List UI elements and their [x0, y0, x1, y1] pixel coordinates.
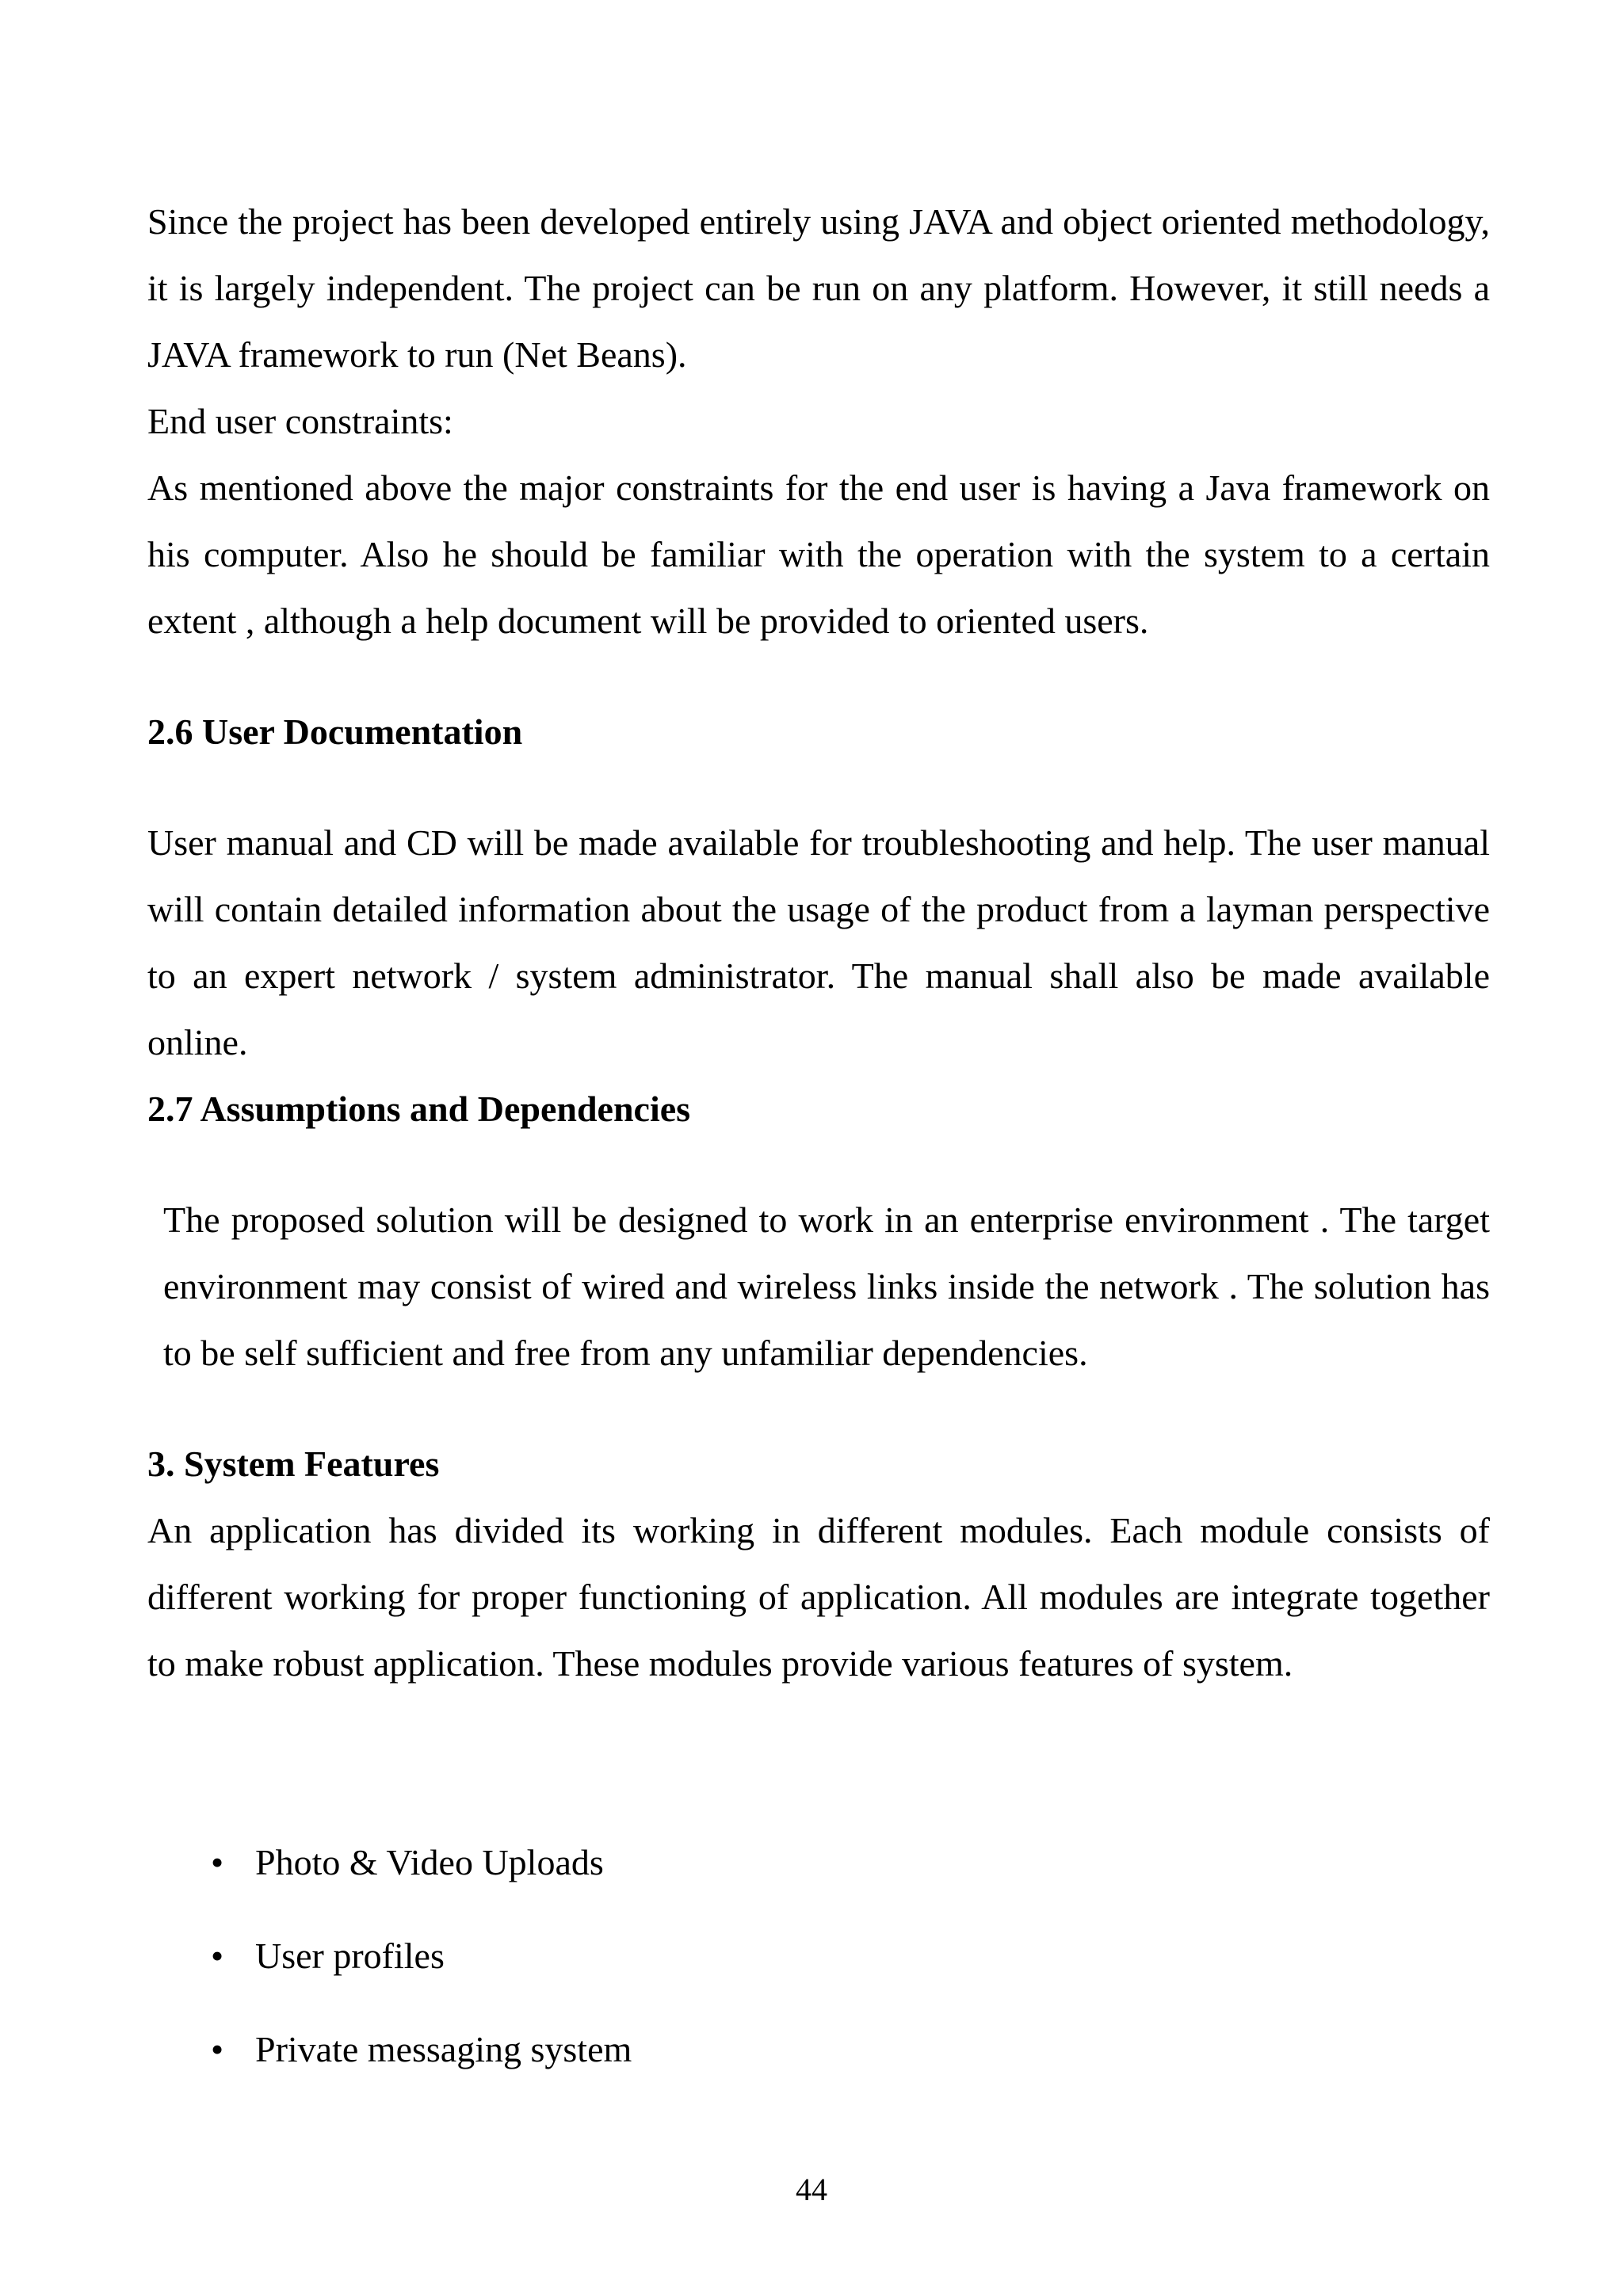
- spacer: [147, 1697, 1490, 1816]
- section-heading-user-documentation: 2.6 User Documentation: [147, 711, 523, 752]
- spacer: [147, 1142, 1490, 1187]
- page-number: 44: [796, 2172, 827, 2207]
- list-item: [147, 1816, 1490, 1909]
- feature-label: User profiles: [255, 1936, 445, 1976]
- bullet-icon: •: [211, 2029, 224, 2069]
- bullet-icon: •: [211, 1936, 224, 1976]
- assumptions-paragraph: The proposed solution will be designed to work in an enterprise environment . The target environment may consist of wired and wireless links inside the network . The solution has to be self sufficient and free from any unfamiliar dependencies.: [163, 1199, 1490, 1373]
- page-content: [147, 189, 1490, 2096]
- feature-label: Private messaging system: [255, 2029, 632, 2069]
- feature-label: Photo & Video Uploads: [255, 1842, 604, 1882]
- end-user-constraints-label: End user constraints:: [147, 401, 453, 441]
- spacer: [147, 765, 1490, 810]
- spacer: [147, 654, 1490, 699]
- section-heading-assumptions: 2.7 Assumptions and Dependencies: [147, 1089, 691, 1129]
- system-features-paragraph: An application has divided its working in different modules. Each module consists of different working for proper functioning of application. All modules are integrate together to make robust application. These modules provide various features of system.: [147, 1510, 1490, 1684]
- end-user-constraints-paragraph: As mentioned above the major constraints for the end user is having a Java framework on his computer. Also he should be familiar with the operation with the system to a certain extent , although a help document will be provided to oriented users.: [147, 467, 1490, 641]
- features-list: [147, 1816, 1490, 2096]
- section-heading-system-features: 3. System Features: [147, 1444, 440, 1484]
- spacer: [147, 1386, 1490, 1431]
- intro-paragraph: Since the project has been developed entirely using JAVA and object oriented methodology, it is largely independent. The project can be run on any platform. However, it still needs a JAVA framework to run (Net Beans).: [147, 201, 1490, 375]
- list-item: [147, 1909, 1490, 2003]
- list-item: [147, 2003, 1490, 2096]
- user-documentation-paragraph: User manual and CD will be made available for troubleshooting and help. The user manual will contain detailed information about the usage of the product from a layman perspective to an expert network / system administrator. The manual shall also be made available online.: [147, 822, 1490, 1062]
- bullet-icon: •: [211, 1842, 224, 1882]
